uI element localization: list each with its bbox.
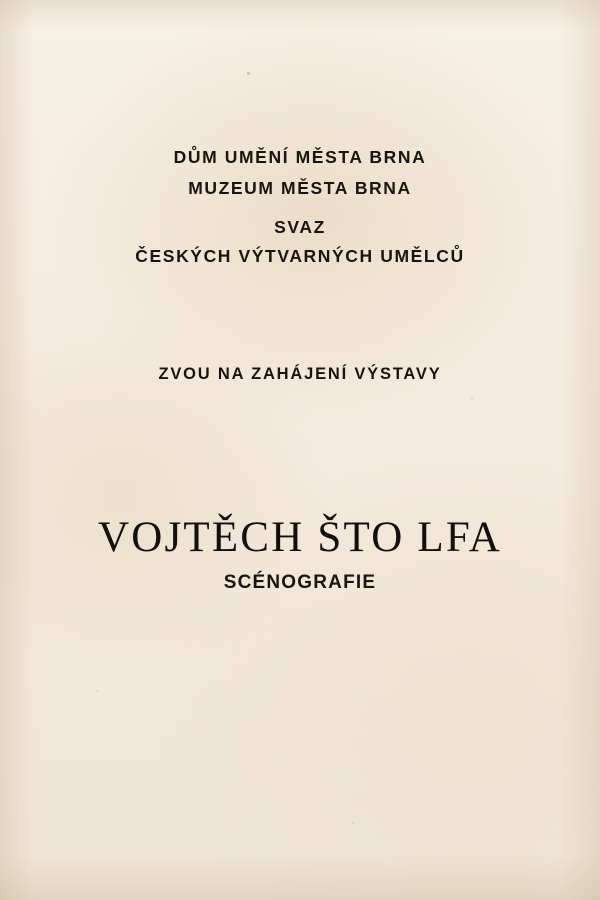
artist-name: VOJTĚCH ŠTO LFA — [97, 514, 503, 561]
paper-edge-shading-right — [560, 0, 600, 900]
organizer-line-4: ČESKÝCH VÝTVARNÝCH UMĚLCŮ — [135, 246, 465, 266]
organizer-line-3: SVAZ — [274, 217, 326, 237]
paper-edge-shading-bottom — [0, 854, 600, 900]
exhibition-subtitle: SCÉNOGRAFIE — [223, 572, 377, 593]
paper-speck — [247, 72, 250, 75]
paper-edge-shading-top — [0, 0, 600, 30]
organizers-block — [0, 142, 600, 271]
invitation-line: ZVOU NA ZAHÁJENÍ VÝSTAVY — [158, 365, 442, 383]
paper-edge-shading-left — [0, 0, 34, 900]
paper-speck — [352, 822, 354, 824]
organizer-line-1: DŮM UMĚNÍ MĚSTA BRNA — [173, 147, 427, 167]
paper-speck — [96, 690, 98, 692]
organizer-line-2: MUZEUM MĚSTA BRNA — [188, 178, 412, 198]
paper-speck — [471, 398, 473, 400]
